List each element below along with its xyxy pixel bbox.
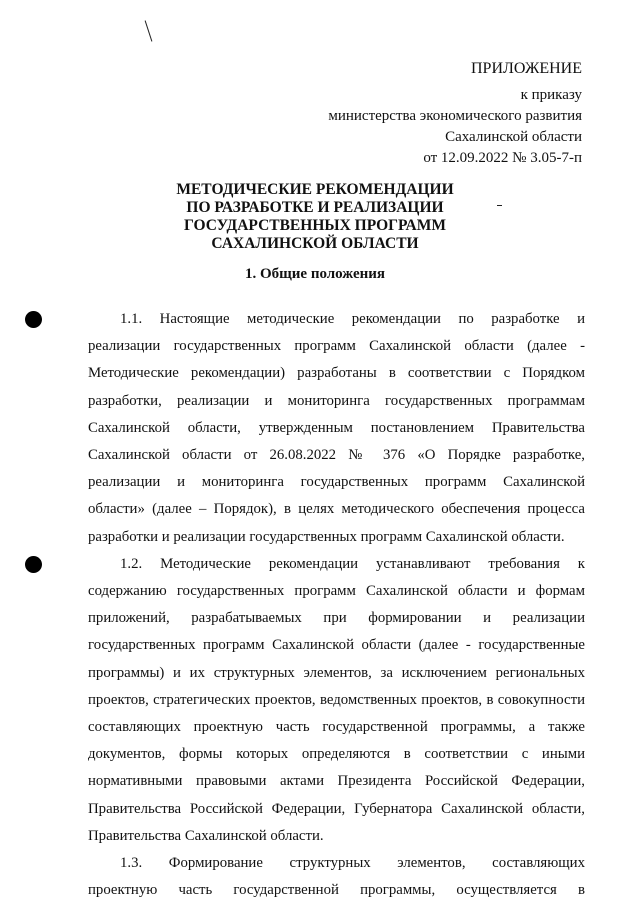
title-line: ПО РАЗРАБОТКЕ И РЕАЛИЗАЦИИ <box>186 199 444 216</box>
text-line: проектов, стратегических проектов, ведомственных проектов, в совокупности <box>88 691 585 708</box>
punch-hole-top <box>25 311 42 328</box>
text-line: приложений, разрабатываемых при формировании и реализации <box>88 610 585 627</box>
text-line: Правительства Сахалинской области. <box>88 827 324 844</box>
scan-mark <box>145 20 153 41</box>
text-line: проектную часть государственной программы, осуществляется в <box>88 882 585 899</box>
appendix-label: ПРИЛОЖЕНИЕ <box>470 60 582 77</box>
text-line: программы) и их структурных элементов, за исключением региональных <box>88 664 585 681</box>
text-line: разработки, реализации и мониторинга государственных программам <box>88 392 585 409</box>
text-line: государственных программ Сахалинской области (далее - государственные <box>88 637 585 654</box>
text-line: области» (далее – Порядок), в целях методического обеспечения процесса <box>88 501 585 518</box>
text-line: Сахалинской области от 26.08.2022 № 376 «О Порядке разработке, <box>88 447 585 464</box>
text-line: разработки и реализации государственных программ Сахалинской области. <box>88 528 565 545</box>
text-line: 1.3. Формирование структурных элементов, составляющих <box>120 855 585 872</box>
section-heading: 1. Общие положения <box>244 266 386 282</box>
text-line: документов, формы которых определяются в соответствии с иными <box>88 746 585 763</box>
text-line: нормативными правовыми актами Президента Российской Федерации, <box>88 773 585 790</box>
title-line: ГОСУДАРСТВЕННЫХ ПРОГРАММ <box>184 217 446 234</box>
appendix-header <box>328 58 582 169</box>
text-line: Сахалинской области, утвержденным постановлением Правительства <box>88 419 585 436</box>
text-line: реализации и мониторинга государственных программ Сахалинской <box>88 474 585 491</box>
body-text <box>88 306 585 904</box>
order-date-number: от 12.09.2022 № 3.05-7-п <box>423 150 582 166</box>
document-title <box>0 181 630 253</box>
text-line: составляющих проектную часть государственной программы, а также <box>88 719 585 736</box>
ministry-line: министерства экономического развития <box>328 108 582 124</box>
text-line: 1.1. Настоящие методические рекомендации по разработке и <box>120 311 585 327</box>
punch-hole-bottom <box>25 556 42 573</box>
order-reference-line: к приказу <box>520 87 582 103</box>
text-line: реализации государственных программ Сахалинской области (далее - <box>88 338 585 355</box>
title-line: МЕТОДИЧЕСКИЕ РЕКОМЕНДАЦИИ <box>176 181 454 198</box>
text-line: Правительства Российской Федерации, Губернатора Сахалинской области, <box>88 800 585 817</box>
region-line: Сахалинской области <box>445 129 582 145</box>
title-line: САХАЛИНСКОЙ ОБЛАСТИ <box>211 235 419 252</box>
text-line: 1.2. Методические рекомендации устанавливают требования к <box>120 555 585 572</box>
text-line: Методические рекомендации) разработаны в соответствии с Порядком <box>88 365 585 382</box>
text-line: содержанию государственных программ Сахалинской области и формам <box>88 583 585 600</box>
